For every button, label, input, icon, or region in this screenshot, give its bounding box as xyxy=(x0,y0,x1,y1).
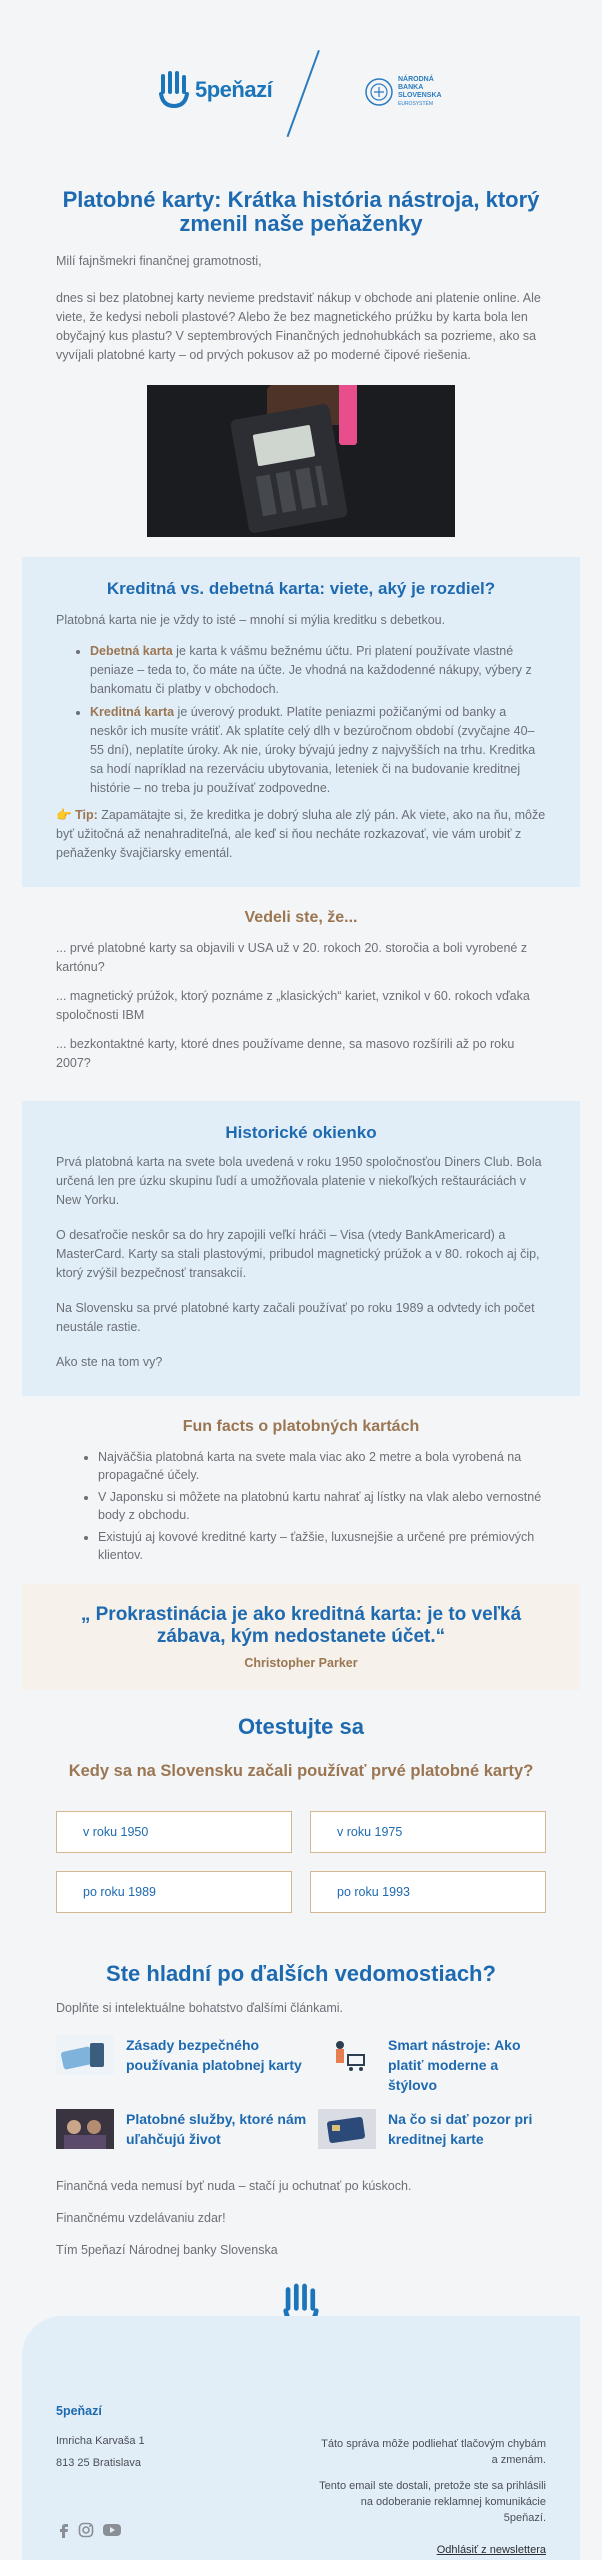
more-subtitle: Doplňte si intelektuálne bohatstvo ďalšími článkami. xyxy=(56,2001,343,2015)
article-title-link[interactable]: Zásady bezpečného používania platobnej karty xyxy=(126,2037,302,2073)
payment-terminal-image xyxy=(230,403,348,534)
answer-button-1950[interactable]: v roku 1950 xyxy=(56,1811,292,1853)
quiz-answers xyxy=(56,1811,546,1913)
address-line: Imricha Karvaša 1 xyxy=(56,2435,145,2447)
history-section xyxy=(22,1101,580,1396)
list-item: • Najväčšia platobná karta na svete mala viac ako 2 metre a bola vyrobená na propagačné účely. xyxy=(98,1448,546,1484)
more-articles-section xyxy=(0,1961,602,2149)
history-paragraph: Ako ste na tom vy? xyxy=(56,1355,163,1369)
instagram-icon[interactable] xyxy=(78,2522,94,2538)
address-line: 813 25 Bratislava xyxy=(56,2457,141,2469)
fun-facts-section xyxy=(0,1418,602,1564)
quiz-question: Kedy sa na Slovensku začali používať prvé platobné karty? xyxy=(68,1762,534,1780)
closing-line: Finančná veda nemusí byť nuda – stačí ju ochutnať po kúskoch. xyxy=(56,2179,412,2193)
pointing-hand-icon: 👉 xyxy=(56,808,72,822)
fun-facts-list xyxy=(56,1448,546,1564)
did-you-know-section xyxy=(0,909,602,1073)
article-title-link[interactable]: Platobné služby, ktoré nám uľahčujú život xyxy=(126,2111,307,2147)
quiz-section xyxy=(0,1714,602,1781)
credit-debit-lead: Platobná karta nie je vždy to isté – mnohí si mýlia kreditku s debetkou. xyxy=(56,613,446,627)
notice-typos: Táto správa môže podliehať tlačovým chybám a zmenám. xyxy=(321,2438,546,2466)
credit-debit-section xyxy=(22,557,580,887)
article-title-link[interactable]: Na čo si dať pozor pri kreditnej karte xyxy=(388,2111,533,2147)
card-phone-thumbnail xyxy=(56,2035,114,2075)
closing-section xyxy=(0,2177,602,2260)
greeting: Milí fajnšmekri finančnej gramotnosti, xyxy=(56,254,262,268)
answer-button-1993[interactable]: po roku 1993 xyxy=(310,1871,546,1913)
closing-line: Tím 5peňazí Národnej banky Slovenska xyxy=(56,2243,278,2257)
shopping-thumbnail xyxy=(318,2035,376,2075)
term-debit: Debetná karta xyxy=(90,644,173,658)
terminal-keypad xyxy=(256,465,328,516)
list-item: • V Japonsku si môžete na platobnú kartu nahrať aj lístky na vlak alebo vernostné body z obchodu. xyxy=(98,1488,546,1524)
nbs-emblem-icon xyxy=(364,77,394,107)
social-links xyxy=(56,2522,122,2538)
footer-brand: 5peňazí xyxy=(56,2404,102,2418)
article-grid xyxy=(56,2035,546,2149)
hero-image xyxy=(147,385,455,537)
list-item xyxy=(90,642,546,699)
fun-facts-heading: Fun facts o platobných kartách xyxy=(182,1418,420,1435)
tip-label: Tip: xyxy=(75,808,98,822)
brand-logo[interactable] xyxy=(157,70,272,110)
answer-button-1989[interactable]: po roku 1989 xyxy=(56,1871,292,1913)
footer-notices xyxy=(316,2436,546,2558)
nbs-text xyxy=(398,76,442,108)
intro-text: dnes si bez platobnej karty nevieme predstaviť nákup v obchode ani platenie online. Ale viete, že kedysi neboli plastové? Alebo že bez magnetického prúžku by karta bola len obyčajný kus plastu? V septembrových Finančných jednohubkách sa pozrieme, ako sa vyvíjali platobné karty – od prvých pokusov až po moderné čipové riešenia. xyxy=(56,291,541,362)
term-credit: Kreditná karta xyxy=(90,705,175,719)
quote-author: Christopher Parker xyxy=(244,1656,358,1670)
history-paragraph: Prvá platobná karta na svete bola uvedená v roku 1950 spoločnosťou Diners Club. Bola určená len pre úzku skupinu ľudí a umožňovala platenie v niekoľkých reštauráciách v New Yorku. xyxy=(56,1155,542,1207)
credit-text: je úverový produkt. Platíte peniazmi požičanými od banky a neskôr ich musíte vrátiť. Ak splatíte celý dlh v bezúročnom období (zvyčajne 40–55 dní), neplatíte úroky. Ak nie, úroky bývajú jedny z najvyšších na trhu. Kreditka sa hodí napríklad na rezerváciu ubytovania, leteniek či na budovanie kreditnej histórie – no treba ju používať zodpovedne. xyxy=(90,705,536,795)
nbs-line-2: BANKA xyxy=(398,84,424,91)
article-link[interactable] xyxy=(318,2035,546,2095)
answer-button-1975[interactable]: v roku 1975 xyxy=(310,1811,546,1853)
quiz-heading: Otestujte sa xyxy=(238,1714,364,1739)
closing-line: Finančnému vzdelávaniu zdar! xyxy=(56,2211,226,2225)
tip-text xyxy=(56,806,546,863)
unsubscribe-link[interactable]: Odhlásiť z newslettera xyxy=(436,2544,546,2556)
article-link[interactable] xyxy=(318,2109,546,2149)
more-heading: Ste hladní po ďalších vedomostiach? xyxy=(106,1961,496,1986)
article-title-link[interactable]: Smart nástroje: Ako platiť moderne a štýlovo xyxy=(388,2037,521,2093)
nbs-line-1: NÁRODNÁ xyxy=(398,76,434,83)
list-item: • Existujú aj kovové kreditné karty – ťažšie, luxusnejšie a určené pre prémiových klientov. xyxy=(98,1528,546,1564)
credit-debit-heading: Kreditná vs. debetná karta: viete, aký je rozdiel? xyxy=(106,579,496,598)
terminal-screen xyxy=(253,425,316,467)
hero-card-pink xyxy=(339,385,357,445)
footer xyxy=(22,2316,580,2560)
notice-subscription: Tento email ste dostali, pretože ste sa prihlásili na odoberanie reklamnej komunikácie 5peňazí. xyxy=(319,2480,546,2524)
list-item xyxy=(90,703,546,798)
article-link[interactable] xyxy=(56,2035,312,2095)
header xyxy=(0,0,602,160)
facebook-icon[interactable] xyxy=(56,2522,70,2538)
photo-thumbnail xyxy=(56,2109,114,2149)
card-types-list xyxy=(56,642,546,798)
youtube-icon[interactable] xyxy=(102,2522,122,2538)
nbs-logo[interactable] xyxy=(364,76,442,108)
debit-text: je karta k vášmu bežnému účtu. Pri platení používate vlastné peniaze – teda to, čo máte na účte. Je vhodná na každodenné nákupy, výbery z bankomatu či platby v obchodoch. xyxy=(90,644,532,696)
did-you-know-heading: Vedeli ste, že... xyxy=(244,909,358,926)
hand-icon xyxy=(157,70,191,110)
header-divider xyxy=(287,50,320,137)
history-heading: Historické okienko xyxy=(225,1123,377,1142)
article-intro xyxy=(0,188,602,365)
fact-item: ... prvé platobné karty sa objavili v USA už v 20. rokoch 20. storočia a boli vyrobené z kartónu? xyxy=(56,941,528,974)
history-paragraph: O desaťročie neskôr sa do hry zapojili veľkí hráči – Visa (vtedy BankAmericard) a MasterCard. Karty sa stali plastovými, pribudol magnetický prúžok a v 80. rokoch aj čip, ktorý zvýšil bezpečnosť transakcií. xyxy=(56,1228,540,1280)
fact-item: ... magnetický prúžok, ktorý poznáme z „klasických“ kariet, vznikol v 60. rokoch vďaka spoločnosti IBM xyxy=(56,989,530,1022)
quote-block xyxy=(22,1584,580,1690)
fact-item: ... bezkontaktné karty, ktoré dnes používame denne, sa masovo rozšírili až po roku 2007? xyxy=(56,1037,515,1070)
nbs-line-4: EUROSYSTÉM xyxy=(398,101,434,107)
article-title: Platobné karty: Krátka história nástroja, ktorý zmenil naše peňaženky xyxy=(62,187,540,236)
quote-text: „ Prokrastinácia je ako kreditná karta: je to veľká zábava, kým nedostanete účet.“ xyxy=(80,1604,522,1647)
nbs-line-3: SLOVENSKA xyxy=(398,92,442,99)
history-paragraph: Na Slovensku sa prvé platobné karty začali používať po roku 1989 a odvtedy ich počet neustále rastie. xyxy=(56,1301,535,1334)
card-photo-thumbnail xyxy=(318,2109,376,2149)
brand-name: 5peňazí xyxy=(195,77,273,102)
article-link[interactable] xyxy=(56,2109,312,2149)
tip-body: Zapamätajte si, že kreditka je dobrý sluha ale zlý pán. Ak viete, ako na ňu, môže byť užitočná až nenahraditeľná, ale keď si ňou necháte rozkazovať, vie vám urobiť z peňaženky švajčiarsky ementál. xyxy=(56,808,546,860)
